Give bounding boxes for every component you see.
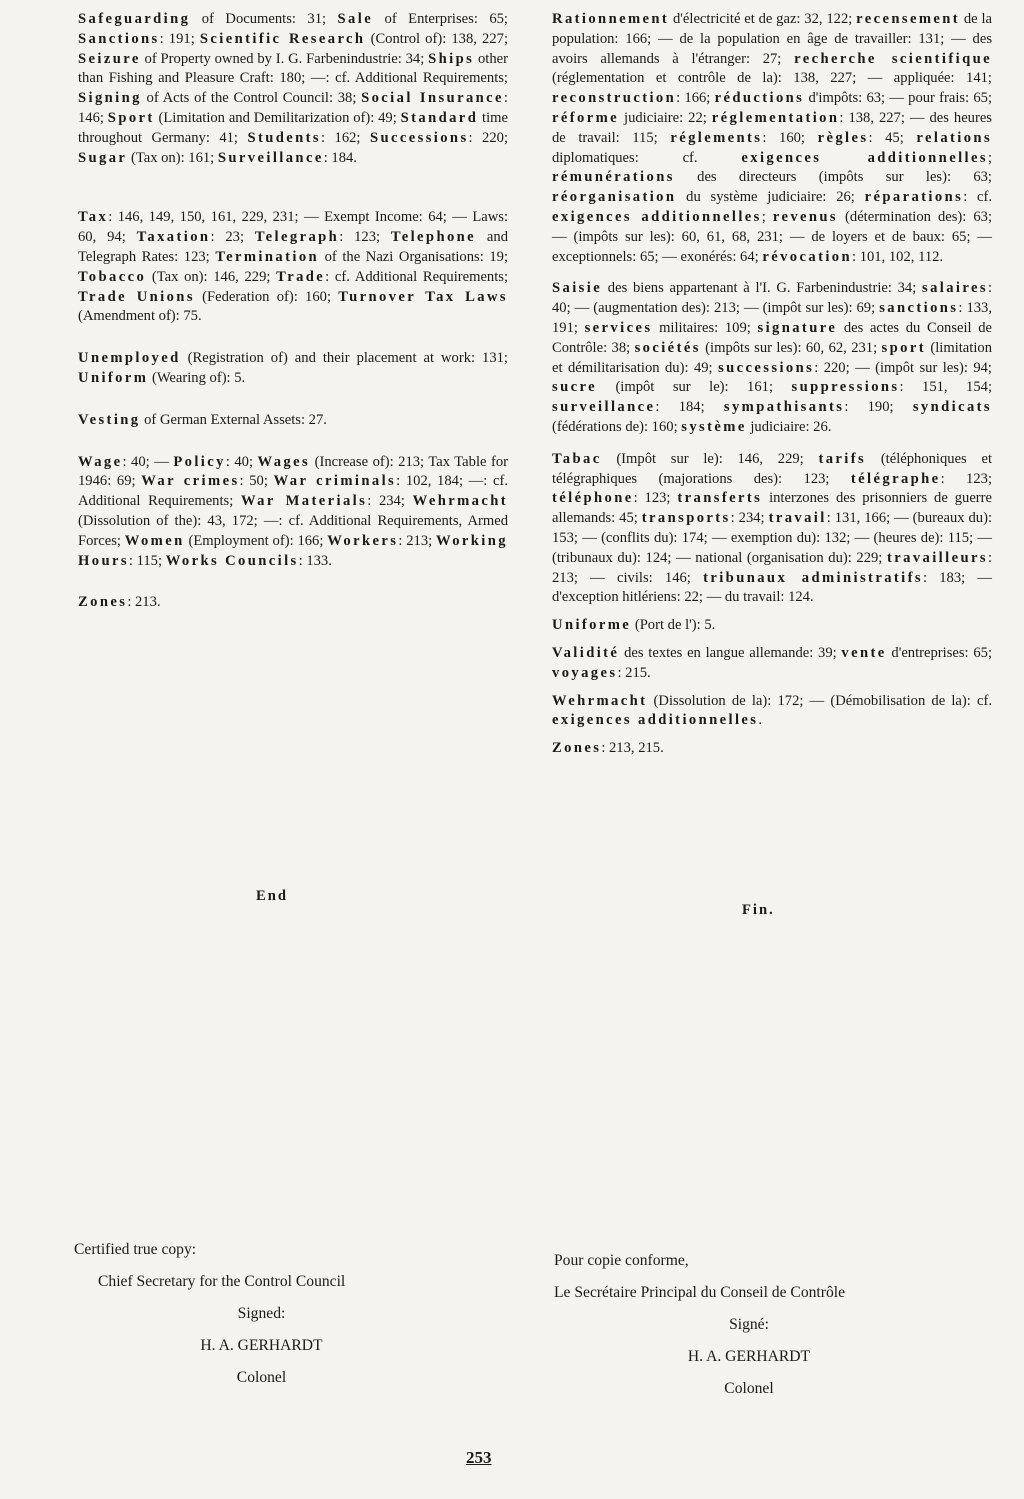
index-term: transports — [641, 510, 731, 527]
index-group-z — [78, 593, 508, 613]
index-term: reconstruction — [552, 90, 677, 107]
index-reference: d'électricité et de gaz: 32, 122; — [669, 11, 857, 27]
index-term: sucre — [552, 379, 597, 396]
index-group-s — [78, 10, 508, 168]
index-reference: des textes en langue allemande: 39; — [619, 644, 842, 661]
index-reference: : 23; — [210, 229, 255, 246]
index-term: Ships — [428, 50, 475, 67]
index-reference: du système judiciaire: 26; — [676, 189, 865, 206]
index-term: Students — [247, 129, 322, 146]
index-term: War crimes — [141, 473, 240, 490]
index-reference: : 213, 215. — [601, 740, 664, 757]
index-reference: (Employment of): 166; — [184, 532, 328, 549]
index-reference: : 162; — [321, 129, 370, 146]
index-term: sympathisants — [723, 399, 845, 416]
index-reference: de la population: 166; — de la population en âge de travailler: 131; — des avoirs allemands à l'étranger: 27; — [552, 11, 992, 67]
index-term: signature — [757, 319, 838, 336]
index-term: Uniform — [78, 369, 149, 386]
index-reference: (Control of): 138, 227; — [365, 30, 508, 47]
index-reference: of German External Assets: 27. — [140, 411, 327, 428]
index-reference: (Port de l'): 5. — [631, 617, 716, 634]
index-term: Trade — [276, 268, 326, 285]
index-term: téléphone — [552, 490, 634, 507]
index-term: recherche scientifique — [794, 50, 992, 67]
index-term: Termination — [215, 248, 320, 265]
signed-label: Signé: — [729, 1316, 769, 1333]
index-reference: and Telegraph Rates: 123; — [78, 229, 508, 265]
index-reference: judiciaire: 26. — [746, 418, 832, 435]
index-reference: (impôts sur les): 60, 62, 231; — [700, 339, 882, 356]
index-reference: (Dissolution de la): 172; — (Démobilisation de la): cf. — [647, 692, 992, 709]
index-term: tarifs — [818, 450, 867, 467]
index-term: Saisie — [552, 280, 603, 297]
end-marker-english: End — [256, 888, 288, 904]
index-term: Signing — [78, 90, 142, 107]
index-column-english — [78, 10, 508, 613]
index-term: War Materials — [240, 493, 368, 510]
index-reference: : 146, 149, 150, 161, 229, 231; — Exempt Income: 64; — Laws: 60, 94; — [78, 209, 508, 246]
index-term: Works Councils — [165, 552, 299, 569]
index-term: travail — [768, 510, 827, 527]
certification-french — [554, 1245, 944, 1405]
index-term: Unemployed — [78, 350, 181, 367]
index-term: Tax — [78, 209, 109, 226]
index-reference: : 151, 154; — [899, 379, 992, 396]
index-reference: : 213; — [398, 532, 437, 549]
index-reference: ; — [761, 208, 773, 225]
index-term: réorganisation — [552, 189, 677, 206]
index-reference: (Impôt sur le): 146, 229; — [601, 450, 819, 467]
index-term: Scientific Research — [199, 30, 366, 47]
index-group-u — [78, 349, 508, 389]
index-reference: : 133. — [298, 552, 332, 569]
page-number: 253 — [466, 1448, 492, 1467]
index-term: Seizure — [78, 50, 141, 67]
index-reference: : cf. — [963, 189, 992, 206]
index-group-s — [552, 279, 992, 437]
signed-label: Signed: — [237, 1305, 286, 1322]
index-reference: ; — [987, 149, 993, 166]
index-reference: of Documents: 31; — [190, 11, 338, 27]
index-reference: (limitation et démilitarisation du): 49; — [552, 339, 992, 376]
index-term: Telegraph — [254, 229, 340, 246]
index-reference: (Amendment of): 75. — [78, 308, 202, 325]
index-term: syndicats — [912, 399, 992, 416]
index-group-v — [552, 644, 992, 684]
index-reference: : 220; — (impôt sur les): 94; — [814, 359, 992, 376]
index-term: Standard — [400, 109, 479, 126]
index-term: services — [584, 319, 653, 336]
index-group-u — [552, 616, 992, 636]
index-term: réforme — [552, 109, 620, 126]
signatory-name: H. A. GERHARDT — [200, 1337, 323, 1354]
index-term: Working Hours — [78, 532, 508, 569]
signatory-rank: Colonel — [724, 1380, 774, 1397]
index-term: exigences additionnelles — [552, 208, 762, 225]
index-reference: of the Nazi Organisations: 19; — [319, 248, 508, 265]
index-term: Tabac — [552, 450, 602, 467]
index-term: Wehrmacht — [412, 493, 509, 510]
index-group-w — [78, 453, 508, 572]
index-reference: interzones des prisonniers de guerre allemands: 45; — [552, 490, 992, 527]
index-reference: : 45; — [868, 129, 917, 146]
index-reference: : 160; — [762, 129, 818, 146]
index-term: Telephone — [390, 229, 477, 246]
index-reference: militaires: 109; — [652, 319, 758, 336]
index-group-t — [78, 208, 508, 327]
index-reference: (Wearing of): 5. — [148, 369, 246, 386]
index-reference: . — [758, 712, 763, 729]
index-term: Rationnement — [552, 11, 670, 27]
index-term: Wage — [78, 453, 123, 470]
index-reference: judiciaire: 22; — [619, 109, 712, 126]
index-term: réductions — [714, 90, 805, 107]
index-term: sociétés — [634, 339, 701, 356]
index-term: exigences additionnelles — [741, 149, 988, 166]
index-term: Taxation — [136, 229, 211, 246]
index-reference: (Dissolution of the): 43, 172; —: cf. Additional Requirements, Armed Forces; — [78, 512, 508, 549]
index-reference: : 138, 227; — des heures de travail: 115; — [552, 109, 992, 146]
index-group-v — [78, 411, 508, 431]
index-term: télégraphe — [850, 470, 941, 487]
index-reference: : 40; — — [122, 453, 174, 470]
index-reference: of Acts of the Control Council: 38; — [141, 90, 362, 107]
index-reference: : 166; — [676, 90, 715, 107]
certified-copy-label: Certified true copy: — [74, 1241, 197, 1258]
index-term: voyages — [552, 664, 618, 681]
chief-secretary-title: Chief Secretary for the Control Council — [98, 1273, 346, 1290]
index-reference: : 123; — [940, 470, 992, 487]
index-term: Sale — [337, 11, 374, 27]
index-term: Safeguarding — [78, 11, 191, 27]
index-term: relations — [916, 129, 993, 146]
index-term: recensement — [856, 11, 961, 27]
index-term: réglementation — [711, 109, 840, 126]
index-term: vente — [841, 644, 887, 661]
index-reference: : 184; — [655, 399, 724, 416]
index-reference: (impôt sur le): 161; — [596, 379, 792, 396]
index-reference: (Tax on): 161; — [127, 149, 218, 166]
index-reference: des biens appartenant à l'I. G. Farbenindustrie: 34; — [602, 280, 922, 297]
index-term: travailleurs — [886, 549, 988, 566]
index-term: Tobacco — [78, 268, 147, 285]
index-term: révocation — [762, 248, 852, 265]
index-term: Zones — [78, 594, 128, 611]
index-term: Successions — [369, 129, 469, 146]
certified-copy-label: Pour copie conforme, — [554, 1252, 689, 1269]
signatory-name: H. A. GERHARDT — [687, 1348, 811, 1365]
index-group-t — [552, 450, 992, 608]
index-column-french — [552, 10, 992, 759]
index-term: Workers — [327, 532, 399, 549]
index-reference: : 234; — [730, 510, 769, 527]
index-reference: (Increase of): 213; Tax Table for 1946: 69; — [78, 453, 509, 490]
index-term: Sugar — [78, 149, 128, 166]
index-term: Vesting — [78, 411, 141, 428]
index-reference: (Registration of) and their placement at work: 131; — [180, 350, 508, 367]
index-term: rémunérations — [552, 169, 675, 186]
index-reference: : 215. — [617, 664, 651, 681]
index-term: War criminals — [273, 473, 397, 490]
index-reference: : 184. — [323, 149, 357, 166]
index-term: Zones — [552, 740, 602, 757]
index-term: Turnover Tax Laws — [338, 288, 508, 305]
index-term: surveillance — [552, 399, 656, 416]
index-group-z — [552, 739, 992, 759]
index-term: exigences additionnelles — [552, 712, 759, 729]
index-reference: (fédérations de): 160; — [552, 418, 682, 435]
index-group-r — [552, 10, 992, 267]
index-reference: d'entreprises: 65; — [886, 644, 993, 661]
index-term: revenus — [772, 208, 839, 225]
index-reference: : 123; — [339, 229, 391, 246]
index-reference: diplomatiques: cf. — [552, 149, 742, 166]
index-reference: other than Fishing and Pleasure Craft: 180; —: cf. Additional Requirements; — [78, 50, 508, 87]
index-term: suppressions — [791, 379, 900, 396]
index-reference: time throughout Germany: 41; — [78, 109, 508, 146]
index-term: Validité — [552, 644, 620, 661]
index-reference: : 213. — [127, 594, 161, 611]
signatory-rank: Colonel — [236, 1369, 287, 1386]
index-term: Sanctions — [78, 30, 160, 47]
index-reference: (Federation of): 160; — [194, 288, 339, 305]
index-term: Policy — [173, 453, 226, 470]
index-reference: (détermination des): 63; — (impôts sur les): 60, 61, 68, 231; — de loyers et de baux: 65; — exceptionnels: 65; — exonérés: 64; — [552, 208, 993, 265]
index-reference: (Limitation and Demilitarization of): 49; — [154, 109, 401, 126]
index-reference: : 50; — [239, 473, 274, 490]
index-group-w — [552, 692, 992, 732]
index-reference: : 40; — [225, 453, 258, 470]
index-reference: : 234; — [367, 493, 413, 510]
index-term: Social Insurance — [361, 90, 504, 107]
certification-english — [74, 1234, 449, 1394]
index-reference: : 191; — [159, 30, 200, 47]
index-term: réglements — [670, 129, 763, 146]
index-term: tribunaux administratifs — [703, 569, 923, 586]
index-reference: of Enterprises: 65; — [373, 11, 508, 27]
index-reference: des actes du Conseil de Contrôle: 38; — [552, 319, 993, 356]
index-reference: : 123; — [633, 490, 678, 507]
index-reference: : 101, 102, 112. — [852, 248, 944, 265]
index-reference: (Tax on): 146, 229; — [146, 268, 277, 285]
index-term: sport — [881, 339, 926, 356]
index-reference: : 146; — [78, 90, 508, 126]
index-reference: : 220; — [468, 129, 508, 146]
index-term: salaires — [921, 280, 988, 297]
index-term: transferts — [677, 490, 763, 507]
index-term: réparations — [864, 189, 964, 206]
index-term: Surveillance — [217, 149, 324, 166]
index-term: Trade Unions — [78, 288, 195, 305]
index-reference: : cf. Additional Requirements; — [325, 268, 509, 285]
index-reference: : 102, 184; —: cf. Additional Requirements; — [78, 473, 508, 510]
index-term: Wages — [257, 453, 311, 470]
index-term: Sport — [107, 109, 155, 126]
chief-secretary-title: Le Secrétaire Principal du Conseil de Contrôle — [554, 1284, 845, 1301]
index-reference: (téléphoniques et télégraphiques (majorations des): 123; — [552, 450, 992, 487]
index-reference: : 190; — [844, 399, 913, 416]
index-reference: of Property owned by I. G. Farbenindustrie: 34; — [140, 50, 429, 67]
index-reference: : 131, 166; — (bureaux du): 153; — (conflits du): 174; — exemption du): 132; — (heures de): 115; — (tribunaux du): 124; — national (organisation du): 229; — [552, 510, 993, 566]
index-term: Women — [124, 532, 185, 549]
index-term: règles — [817, 129, 869, 146]
index-reference: : 133, 191; — [552, 300, 992, 336]
index-term: système — [681, 418, 747, 435]
index-reference: d'impôts: 63; — pour frais: 65; — [804, 90, 993, 107]
index-reference: (réglementation et contrôle de la): 138, 227; — appliquée: 141; — [552, 70, 992, 87]
index-term: sanctions — [879, 300, 959, 317]
end-marker-french: Fin. — [742, 902, 775, 918]
index-reference: : 213; — civils: 146; — [552, 549, 992, 586]
index-term: Wehrmacht — [552, 692, 648, 709]
index-term: successions — [718, 359, 815, 376]
index-term: Uniforme — [552, 617, 632, 634]
index-reference: : 40; — (augmentation des): 213; — (impôt sur les): 69; — [552, 280, 992, 317]
index-reference: des directeurs (impôts sur les): 63; — [674, 169, 992, 186]
index-reference: : 115; — [128, 552, 166, 569]
index-reference: : 183; — d'exception hitlériens: 22; — du travail: 124. — [552, 569, 993, 606]
